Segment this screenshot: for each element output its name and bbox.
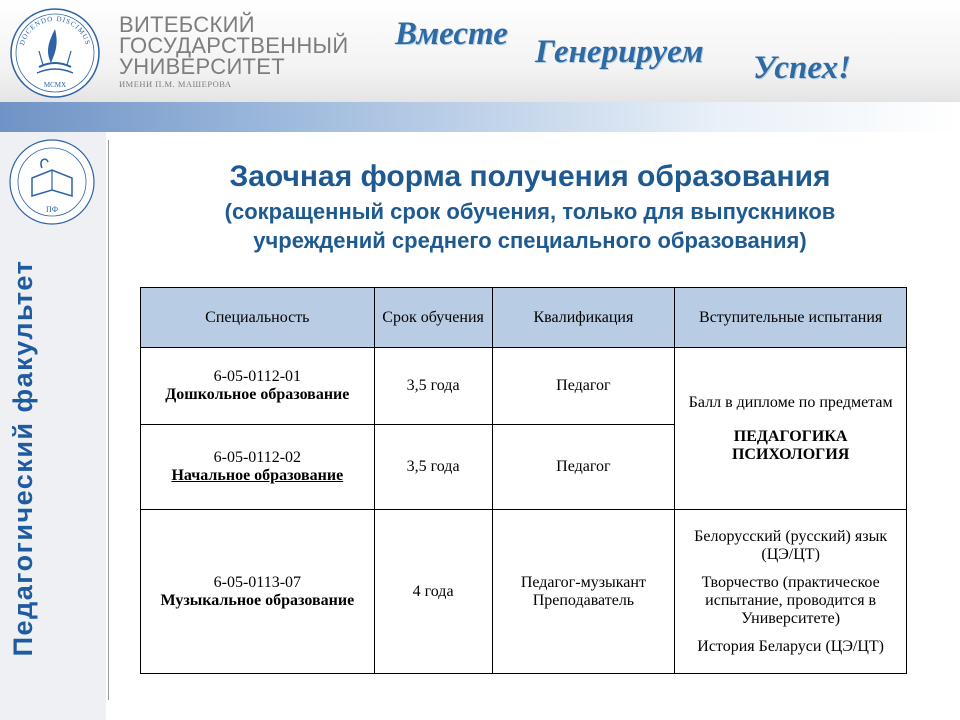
table-row (141, 348, 907, 425)
faculty-name-vertical: Педагогический факультет (8, 259, 38, 657)
logo-motto: DOCENDO DISCIMUS (18, 14, 92, 47)
specialty-name: Начальное образование (171, 467, 344, 484)
duration-cell: 3,5 года (374, 425, 492, 510)
entrance-tests-cell (675, 348, 907, 510)
university-name-sub: ИМЕНИ П.М. МАШЕРОВА (119, 79, 232, 89)
specialty-cell (141, 510, 375, 674)
specialty-name: Музыкальное образование (160, 591, 355, 609)
specialty-code: 6-05-0112-02 (213, 449, 302, 466)
faculty-logo (8, 138, 96, 226)
qualification-line: Педагог-музыкант (520, 573, 646, 591)
university-name-line-2: ГОСУДАРСТВЕННЫЙ (119, 33, 349, 58)
entrance-tests-cell (675, 510, 907, 674)
title-line-2: (сокращенный срок обучения, только для выпускников (224, 199, 836, 224)
university-name-line-3: УНИВЕРСИТЕТ (119, 54, 286, 79)
decorative-stripe (0, 102, 960, 132)
qualification-line: Преподаватель (532, 591, 635, 609)
test-item: История Беларуси (ЦЭ/ЦТ) (697, 637, 884, 655)
slogan-word-3: Успех! (753, 50, 851, 86)
specialty-cell (141, 425, 375, 510)
header-banner (0, 0, 960, 102)
col-header-specialty: Специальность (141, 288, 375, 348)
specialty-name: Дошкольное образование (165, 386, 350, 403)
test-item: Белорусский (русский) язык (ЦЭ/ЦТ) (694, 527, 888, 563)
tests-intro: Балл в дипломе по предметам (688, 393, 893, 411)
test-subject: ПЕДАГОГИКА (733, 427, 848, 445)
specialty-code: 6-05-0112-01 (213, 368, 302, 385)
title-line-1: Заочная форма получения образования (229, 160, 831, 193)
specialty-cell (141, 348, 375, 425)
specialty-code: 6-05-0113-07 (213, 573, 302, 591)
table-row (141, 510, 907, 674)
col-header-duration: Срок обучения (374, 288, 492, 348)
duration-cell: 4 года (374, 510, 492, 674)
test-subject: ПСИХОЛОГИЯ (731, 445, 850, 463)
qualification-cell (492, 510, 675, 674)
sidebar-divider (108, 140, 109, 700)
duration-cell: 3,5 года (374, 348, 492, 425)
specialties-table (140, 287, 907, 674)
table-header-row (141, 288, 907, 348)
qualification-cell: Педагог (492, 425, 675, 510)
university-name-line-1: ВИТЕБСКИЙ (119, 12, 255, 37)
university-name (119, 14, 348, 89)
faculty-logo-text: ПФ (45, 205, 59, 214)
col-header-qualification: Квалификация (492, 288, 675, 348)
logo-year: MCMX (43, 81, 67, 89)
slogan-word-1: Вместе (395, 16, 508, 52)
slogan-word-2: Генерируем (535, 34, 704, 70)
test-item: Творчество (практическое испытание, проводится в Университете) (701, 573, 880, 627)
page-title (120, 157, 940, 255)
title-line-3: учреждений среднего специального образования) (253, 228, 807, 253)
qualification-cell: Педагог (492, 348, 675, 425)
col-header-entrance-tests: Вступительные испытания (675, 288, 907, 348)
university-logo (9, 7, 101, 99)
